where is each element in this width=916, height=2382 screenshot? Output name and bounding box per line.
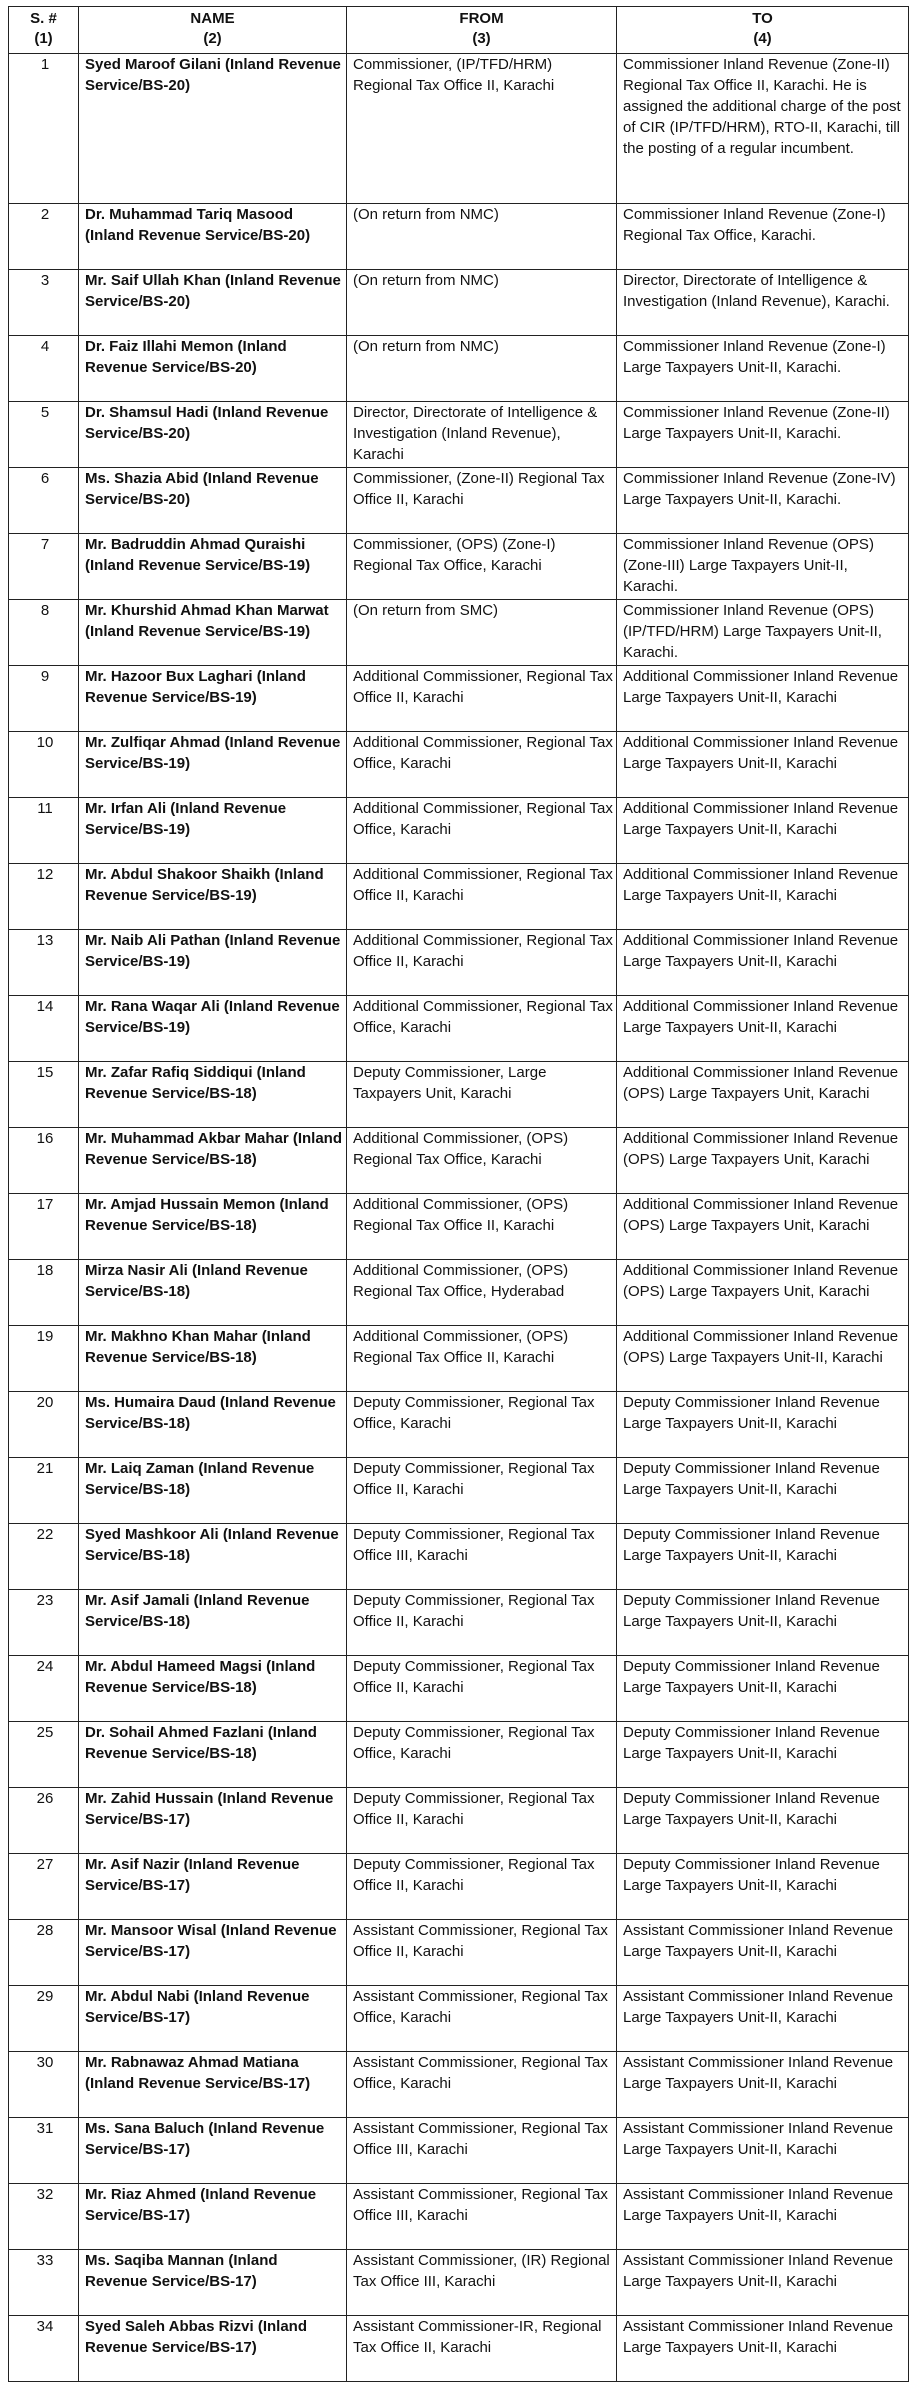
serial-cell: 29 bbox=[9, 1986, 79, 2052]
from-cell: Deputy Commissioner, Regional Tax Office II, Karachi bbox=[347, 1458, 617, 1524]
to-cell: Commissioner Inland Revenue (Zone-I) Large Taxpayers Unit-II, Karachi. bbox=[617, 336, 909, 402]
to-cell: Deputy Commissioner Inland Revenue Large Taxpayers Unit-II, Karachi bbox=[617, 1524, 909, 1590]
name-cell: Ms. Sana Baluch (Inland Revenue Service/BS-17) bbox=[79, 2118, 347, 2184]
from-cell: Deputy Commissioner, Regional Tax Office, Karachi bbox=[347, 1392, 617, 1458]
name-cell: Mr. Rana Waqar Ali (Inland Revenue Service/BS-19) bbox=[79, 996, 347, 1062]
name-cell: Mr. Abdul Nabi (Inland Revenue Service/BS-17) bbox=[79, 1986, 347, 2052]
serial-cell: 27 bbox=[9, 1854, 79, 1920]
name-cell: Mr. Abdul Hameed Magsi (Inland Revenue Service/BS-18) bbox=[79, 1656, 347, 1722]
header-to-number: (4) bbox=[753, 30, 772, 47]
name-cell: Mr. Asif Nazir (Inland Revenue Service/BS-17) bbox=[79, 1854, 347, 1920]
table-row bbox=[9, 1590, 909, 1656]
name-cell: Dr. Shamsul Hadi (Inland Revenue Service/BS-20) bbox=[79, 402, 347, 468]
to-cell: Additional Commissioner Inland Revenue Large Taxpayers Unit-II, Karachi bbox=[617, 732, 909, 798]
to-cell: Additional Commissioner Inland Revenue (OPS) Large Taxpayers Unit, Karachi bbox=[617, 1062, 909, 1128]
to-cell: Commissioner Inland Revenue (Zone-II) Regional Tax Office II, Karachi. He is assigned the additional charge of the post of CIR (IP/TFD/HRM), RTO-II, Karachi, till the posting of a regular incumbent. bbox=[617, 54, 909, 204]
table-row bbox=[9, 2118, 909, 2184]
from-cell: Assistant Commissioner, Regional Tax Office, Karachi bbox=[347, 1986, 617, 2052]
table-row bbox=[9, 402, 909, 468]
to-cell: Deputy Commissioner Inland Revenue Large Taxpayers Unit-II, Karachi bbox=[617, 1788, 909, 1854]
to-cell: Deputy Commissioner Inland Revenue Large Taxpayers Unit-II, Karachi bbox=[617, 1458, 909, 1524]
from-cell: (On return from NMC) bbox=[347, 336, 617, 402]
header-name-label: NAME bbox=[190, 10, 235, 27]
header-name-number: (2) bbox=[203, 30, 222, 47]
to-cell: Deputy Commissioner Inland Revenue Large Taxpayers Unit-II, Karachi bbox=[617, 1854, 909, 1920]
header-from bbox=[347, 7, 617, 54]
from-cell: (On return from SMC) bbox=[347, 600, 617, 666]
from-cell: Additional Commissioner, Regional Tax Office II, Karachi bbox=[347, 930, 617, 996]
serial-cell: 11 bbox=[9, 798, 79, 864]
serial-cell: 7 bbox=[9, 534, 79, 600]
table-row bbox=[9, 270, 909, 336]
name-cell: Ms. Saqiba Mannan (Inland Revenue Service/BS-17) bbox=[79, 2250, 347, 2316]
serial-cell: 17 bbox=[9, 1194, 79, 1260]
serial-cell: 14 bbox=[9, 996, 79, 1062]
serial-cell: 13 bbox=[9, 930, 79, 996]
serial-cell: 22 bbox=[9, 1524, 79, 1590]
header-to bbox=[617, 7, 909, 54]
name-cell: Mr. Naib Ali Pathan (Inland Revenue Service/BS-19) bbox=[79, 930, 347, 996]
serial-cell: 2 bbox=[9, 204, 79, 270]
from-cell: Additional Commissioner, (OPS) Regional Tax Office II, Karachi bbox=[347, 1326, 617, 1392]
header-row bbox=[9, 7, 909, 54]
from-cell: Deputy Commissioner, Regional Tax Office II, Karachi bbox=[347, 1854, 617, 1920]
table-row bbox=[9, 1920, 909, 1986]
header-serial-number: (1) bbox=[34, 30, 53, 47]
to-cell: Assistant Commissioner Inland Revenue Large Taxpayers Unit-II, Karachi bbox=[617, 2052, 909, 2118]
table-row bbox=[9, 1656, 909, 1722]
table-row bbox=[9, 2184, 909, 2250]
serial-cell: 33 bbox=[9, 2250, 79, 2316]
from-cell: Commissioner, (Zone-II) Regional Tax Office II, Karachi bbox=[347, 468, 617, 534]
to-cell: Deputy Commissioner Inland Revenue Large Taxpayers Unit-II, Karachi bbox=[617, 1722, 909, 1788]
posting-table bbox=[8, 6, 909, 2382]
to-cell: Commissioner Inland Revenue (Zone-I) Regional Tax Office, Karachi. bbox=[617, 204, 909, 270]
serial-cell: 10 bbox=[9, 732, 79, 798]
name-cell: Dr. Faiz Illahi Memon (Inland Revenue Service/BS-20) bbox=[79, 336, 347, 402]
header-serial bbox=[9, 7, 79, 54]
name-cell: Mr. Asif Jamali (Inland Revenue Service/BS-18) bbox=[79, 1590, 347, 1656]
name-cell: Mirza Nasir Ali (Inland Revenue Service/BS-18) bbox=[79, 1260, 347, 1326]
to-cell: Additional Commissioner Inland Revenue (OPS) Large Taxpayers Unit, Karachi bbox=[617, 1194, 909, 1260]
from-cell: Deputy Commissioner, Regional Tax Office II, Karachi bbox=[347, 1788, 617, 1854]
to-cell: Commissioner Inland Revenue (Zone-IV) Large Taxpayers Unit-II, Karachi. bbox=[617, 468, 909, 534]
to-cell: Deputy Commissioner Inland Revenue Large Taxpayers Unit-II, Karachi bbox=[617, 1656, 909, 1722]
serial-cell: 30 bbox=[9, 2052, 79, 2118]
from-cell: Additional Commissioner, Regional Tax Office, Karachi bbox=[347, 996, 617, 1062]
table-row bbox=[9, 54, 909, 204]
from-cell: Additional Commissioner, (OPS) Regional Tax Office II, Karachi bbox=[347, 1194, 617, 1260]
to-cell: Deputy Commissioner Inland Revenue Large Taxpayers Unit-II, Karachi bbox=[617, 1392, 909, 1458]
serial-cell: 31 bbox=[9, 2118, 79, 2184]
from-cell: Deputy Commissioner, Large Taxpayers Unit, Karachi bbox=[347, 1062, 617, 1128]
table-row bbox=[9, 1986, 909, 2052]
to-cell: Deputy Commissioner Inland Revenue Large Taxpayers Unit-II, Karachi bbox=[617, 1590, 909, 1656]
name-cell: Mr. Riaz Ahmed (Inland Revenue Service/BS-17) bbox=[79, 2184, 347, 2250]
name-cell: Mr. Abdul Shakoor Shaikh (Inland Revenue Service/BS-19) bbox=[79, 864, 347, 930]
table-row bbox=[9, 600, 909, 666]
from-cell: (On return from NMC) bbox=[347, 204, 617, 270]
to-cell: Assistant Commissioner Inland Revenue Large Taxpayers Unit-II, Karachi bbox=[617, 1920, 909, 1986]
from-cell: Additional Commissioner, Regional Tax Office, Karachi bbox=[347, 732, 617, 798]
from-cell: Additional Commissioner, Regional Tax Office, Karachi bbox=[347, 798, 617, 864]
table-row bbox=[9, 1392, 909, 1458]
name-cell: Mr. Rabnawaz Ahmad Matiana (Inland Revenue Service/BS-17) bbox=[79, 2052, 347, 2118]
header-to-label: TO bbox=[752, 10, 773, 27]
serial-cell: 34 bbox=[9, 2316, 79, 2382]
serial-cell: 28 bbox=[9, 1920, 79, 1986]
to-cell: Additional Commissioner Inland Revenue (OPS) Large Taxpayers Unit, Karachi bbox=[617, 1260, 909, 1326]
table-row bbox=[9, 1326, 909, 1392]
table-row bbox=[9, 1722, 909, 1788]
serial-cell: 8 bbox=[9, 600, 79, 666]
table-row bbox=[9, 1062, 909, 1128]
serial-cell: 25 bbox=[9, 1722, 79, 1788]
to-cell: Additional Commissioner Inland Revenue (OPS) Large Taxpayers Unit-II, Karachi bbox=[617, 1326, 909, 1392]
serial-cell: 5 bbox=[9, 402, 79, 468]
name-cell: Dr. Sohail Ahmed Fazlani (Inland Revenue Service/BS-18) bbox=[79, 1722, 347, 1788]
name-cell: Mr. Mansoor Wisal (Inland Revenue Service/BS-17) bbox=[79, 1920, 347, 1986]
to-cell: Assistant Commissioner Inland Revenue Large Taxpayers Unit-II, Karachi bbox=[617, 2316, 909, 2382]
table-row bbox=[9, 468, 909, 534]
table-row bbox=[9, 996, 909, 1062]
name-cell: Mr. Muhammad Akbar Mahar (Inland Revenue Service/BS-18) bbox=[79, 1128, 347, 1194]
header-from-number: (3) bbox=[472, 30, 491, 47]
name-cell: Mr. Zulfiqar Ahmad (Inland Revenue Service/BS-19) bbox=[79, 732, 347, 798]
to-cell: Additional Commissioner Inland Revenue Large Taxpayers Unit-II, Karachi bbox=[617, 666, 909, 732]
name-cell: Syed Maroof Gilani (Inland Revenue Service/BS-20) bbox=[79, 54, 347, 204]
name-cell: Mr. Makhno Khan Mahar (Inland Revenue Service/BS-18) bbox=[79, 1326, 347, 1392]
to-cell: Assistant Commissioner Inland Revenue Large Taxpayers Unit-II, Karachi bbox=[617, 1986, 909, 2052]
name-cell: Syed Mashkoor Ali (Inland Revenue Service/BS-18) bbox=[79, 1524, 347, 1590]
serial-cell: 15 bbox=[9, 1062, 79, 1128]
name-cell: Mr. Khurshid Ahmad Khan Marwat (Inland Revenue Service/BS-19) bbox=[79, 600, 347, 666]
table-row bbox=[9, 1854, 909, 1920]
name-cell: Mr. Laiq Zaman (Inland Revenue Service/BS-18) bbox=[79, 1458, 347, 1524]
name-cell: Mr. Saif Ullah Khan (Inland Revenue Service/BS-20) bbox=[79, 270, 347, 336]
table-row bbox=[9, 534, 909, 600]
table-row bbox=[9, 336, 909, 402]
to-cell: Additional Commissioner Inland Revenue Large Taxpayers Unit-II, Karachi bbox=[617, 798, 909, 864]
from-cell: Commissioner, (IP/TFD/HRM) Regional Tax Office II, Karachi bbox=[347, 54, 617, 204]
serial-cell: 16 bbox=[9, 1128, 79, 1194]
to-cell: Commissioner Inland Revenue (OPS) (Zone-III) Large Taxpayers Unit-II, Karachi. bbox=[617, 534, 909, 600]
name-cell: Mr. Amjad Hussain Memon (Inland Revenue Service/BS-18) bbox=[79, 1194, 347, 1260]
serial-cell: 19 bbox=[9, 1326, 79, 1392]
table-row bbox=[9, 1458, 909, 1524]
table-row bbox=[9, 864, 909, 930]
from-cell: Assistant Commissioner, Regional Tax Office II, Karachi bbox=[347, 1920, 617, 1986]
name-cell: Ms. Humaira Daud (Inland Revenue Service/BS-18) bbox=[79, 1392, 347, 1458]
table-row bbox=[9, 1788, 909, 1854]
header-from-label: FROM bbox=[459, 10, 504, 27]
to-cell: Commissioner Inland Revenue (OPS) (IP/TFD/HRM) Large Taxpayers Unit-II, Karachi. bbox=[617, 600, 909, 666]
from-cell: Additional Commissioner, Regional Tax Office II, Karachi bbox=[347, 864, 617, 930]
to-cell: Director, Directorate of Intelligence & Investigation (Inland Revenue), Karachi. bbox=[617, 270, 909, 336]
serial-cell: 26 bbox=[9, 1788, 79, 1854]
serial-cell: 6 bbox=[9, 468, 79, 534]
serial-cell: 20 bbox=[9, 1392, 79, 1458]
table-row bbox=[9, 732, 909, 798]
table-row bbox=[9, 1260, 909, 1326]
serial-cell: 12 bbox=[9, 864, 79, 930]
to-cell: Assistant Commissioner Inland Revenue Large Taxpayers Unit-II, Karachi bbox=[617, 2250, 909, 2316]
from-cell: Deputy Commissioner, Regional Tax Office, Karachi bbox=[347, 1722, 617, 1788]
from-cell: Assistant Commissioner, Regional Tax Office III, Karachi bbox=[347, 2184, 617, 2250]
table-body bbox=[9, 54, 909, 2382]
serial-cell: 24 bbox=[9, 1656, 79, 1722]
table-row bbox=[9, 1194, 909, 1260]
name-cell: Mr. Hazoor Bux Laghari (Inland Revenue Service/BS-19) bbox=[79, 666, 347, 732]
table-row bbox=[9, 666, 909, 732]
serial-cell: 3 bbox=[9, 270, 79, 336]
to-cell: Commissioner Inland Revenue (Zone-II) Large Taxpayers Unit-II, Karachi. bbox=[617, 402, 909, 468]
name-cell: Ms. Shazia Abid (Inland Revenue Service/BS-20) bbox=[79, 468, 347, 534]
from-cell: Deputy Commissioner, Regional Tax Office III, Karachi bbox=[347, 1524, 617, 1590]
to-cell: Additional Commissioner Inland Revenue Large Taxpayers Unit-II, Karachi bbox=[617, 864, 909, 930]
name-cell: Mr. Irfan Ali (Inland Revenue Service/BS-19) bbox=[79, 798, 347, 864]
header-name bbox=[79, 7, 347, 54]
table-row bbox=[9, 2316, 909, 2382]
name-cell: Mr. Zahid Hussain (Inland Revenue Service/BS-17) bbox=[79, 1788, 347, 1854]
to-cell: Additional Commissioner Inland Revenue Large Taxpayers Unit-II, Karachi bbox=[617, 996, 909, 1062]
serial-cell: 9 bbox=[9, 666, 79, 732]
table-row bbox=[9, 204, 909, 270]
table-header bbox=[9, 7, 909, 54]
from-cell: Assistant Commissioner, Regional Tax Office III, Karachi bbox=[347, 2118, 617, 2184]
from-cell: Additional Commissioner, Regional Tax Office II, Karachi bbox=[347, 666, 617, 732]
to-cell: Additional Commissioner Inland Revenue Large Taxpayers Unit-II, Karachi bbox=[617, 930, 909, 996]
table-row bbox=[9, 930, 909, 996]
from-cell: Assistant Commissioner-IR, Regional Tax Office II, Karachi bbox=[347, 2316, 617, 2382]
table-row bbox=[9, 798, 909, 864]
from-cell: Director, Directorate of Intelligence & Investigation (Inland Revenue), Karachi bbox=[347, 402, 617, 468]
from-cell: Deputy Commissioner, Regional Tax Office II, Karachi bbox=[347, 1656, 617, 1722]
from-cell: (On return from NMC) bbox=[347, 270, 617, 336]
serial-cell: 23 bbox=[9, 1590, 79, 1656]
serial-cell: 18 bbox=[9, 1260, 79, 1326]
name-cell: Dr. Muhammad Tariq Masood (Inland Revenue Service/BS-20) bbox=[79, 204, 347, 270]
from-cell: Additional Commissioner, (OPS) Regional Tax Office, Karachi bbox=[347, 1128, 617, 1194]
to-cell: Additional Commissioner Inland Revenue (OPS) Large Taxpayers Unit, Karachi bbox=[617, 1128, 909, 1194]
serial-cell: 21 bbox=[9, 1458, 79, 1524]
posting-document bbox=[8, 6, 908, 2382]
from-cell: Deputy Commissioner, Regional Tax Office II, Karachi bbox=[347, 1590, 617, 1656]
name-cell: Mr. Zafar Rafiq Siddiqui (Inland Revenue Service/BS-18) bbox=[79, 1062, 347, 1128]
header-serial-label: S. # bbox=[30, 10, 57, 27]
to-cell: Assistant Commissioner Inland Revenue Large Taxpayers Unit-II, Karachi bbox=[617, 2118, 909, 2184]
serial-cell: 1 bbox=[9, 54, 79, 204]
from-cell: Commissioner, (OPS) (Zone-I) Regional Tax Office, Karachi bbox=[347, 534, 617, 600]
table-row bbox=[9, 1524, 909, 1590]
table-row bbox=[9, 1128, 909, 1194]
from-cell: Assistant Commissioner, (IR) Regional Tax Office III, Karachi bbox=[347, 2250, 617, 2316]
table-row bbox=[9, 2052, 909, 2118]
table-row bbox=[9, 2250, 909, 2316]
to-cell: Assistant Commissioner Inland Revenue Large Taxpayers Unit-II, Karachi bbox=[617, 2184, 909, 2250]
from-cell: Assistant Commissioner, Regional Tax Office, Karachi bbox=[347, 2052, 617, 2118]
name-cell: Syed Saleh Abbas Rizvi (Inland Revenue Service/BS-17) bbox=[79, 2316, 347, 2382]
name-cell: Mr. Badruddin Ahmad Quraishi (Inland Revenue Service/BS-19) bbox=[79, 534, 347, 600]
serial-cell: 32 bbox=[9, 2184, 79, 2250]
serial-cell: 4 bbox=[9, 336, 79, 402]
from-cell: Additional Commissioner, (OPS) Regional Tax Office, Hyderabad bbox=[347, 1260, 617, 1326]
